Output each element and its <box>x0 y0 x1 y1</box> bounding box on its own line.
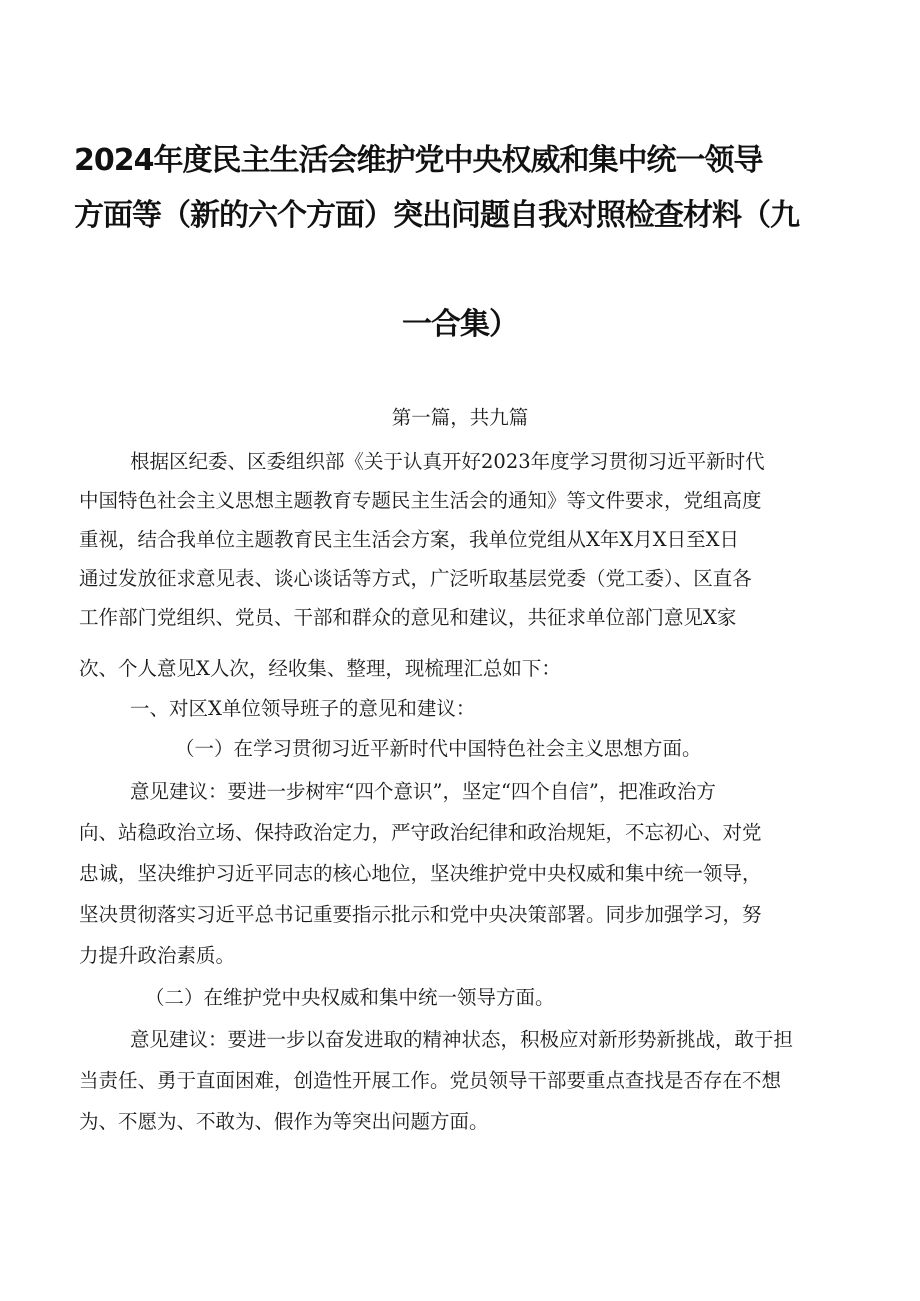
paragraph-line: 通过发放征求意见表、谈心谈话等方式，广泛听取基层党委（党工委）、区直各 <box>79 567 752 590</box>
subsection-heading: （一）在学习贯彻习近平新时代中国特色社会主义思想方面。 <box>175 737 702 760</box>
document-title-line-2: 方面等（新的六个方面）突出问题自我对照检查材料（九 <box>74 198 799 233</box>
paragraph-line: 为、不愿为、不敢为、假作为等突出问题方面。 <box>79 1110 489 1133</box>
paragraph-line: 忠诚，坚决维护习近平同志的核心地位，坚决维护党中央权威和集中统一领导， <box>79 862 762 885</box>
subsection-heading: （二）在维护党中央权威和集中统一领导方面。 <box>145 986 555 1009</box>
paragraph-line: 向、站稳政治立场、保持政治定力，严守政治纪律和政治规矩，不忘初心、对党 <box>79 821 762 844</box>
document-title-line-3: 一合集） <box>402 307 518 342</box>
paragraph-line: 次、个人意见X人次，经收集、整理，现梳理汇总如下： <box>79 657 561 680</box>
paragraph-line: 意见建议：要进一步以奋发进取的精神状态，积极应对新形势新挑战，敢于担 <box>130 1028 794 1051</box>
paragraph-line: 工作部门党组织、党员、干部和群众的意见和建议，共征求单位部门意见X家 <box>79 606 737 629</box>
document-title-line-1: 2024年度民主生活会维护党中央权威和集中统一领导 <box>74 143 763 178</box>
paragraph-line: 坚决贯彻落实习近平总书记重要指示批示和党中央决策部署。同步加强学习，努 <box>79 903 762 926</box>
paragraph-line: 力提升政治素质。 <box>79 944 236 967</box>
paragraph-line: 重视，结合我单位主题教育民主生活会方案，我单位党组从X年X月X日至X日 <box>79 528 740 551</box>
paragraph-line: 意见建议：要进一步树牢“四个意识”，坚定“四个自信”，把准政治方 <box>130 780 716 803</box>
document-subtitle: 第一篇，共九篇 <box>391 406 529 429</box>
paragraph-line: 中国特色社会主义思想主题教育专题民主生活会的通知》等文件要求，党组高度 <box>79 489 762 512</box>
paragraph-line: 当责任、勇于直面困难，创造性开展工作。党员领导干部要重点查找是否存在不想 <box>79 1069 782 1092</box>
paragraph-line: 根据区纪委、区委组织部《关于认真开好2023年度学习贯彻习近平新时代 <box>130 450 765 473</box>
section-heading: 一、对区X单位领导班子的意见和建议： <box>130 697 476 720</box>
